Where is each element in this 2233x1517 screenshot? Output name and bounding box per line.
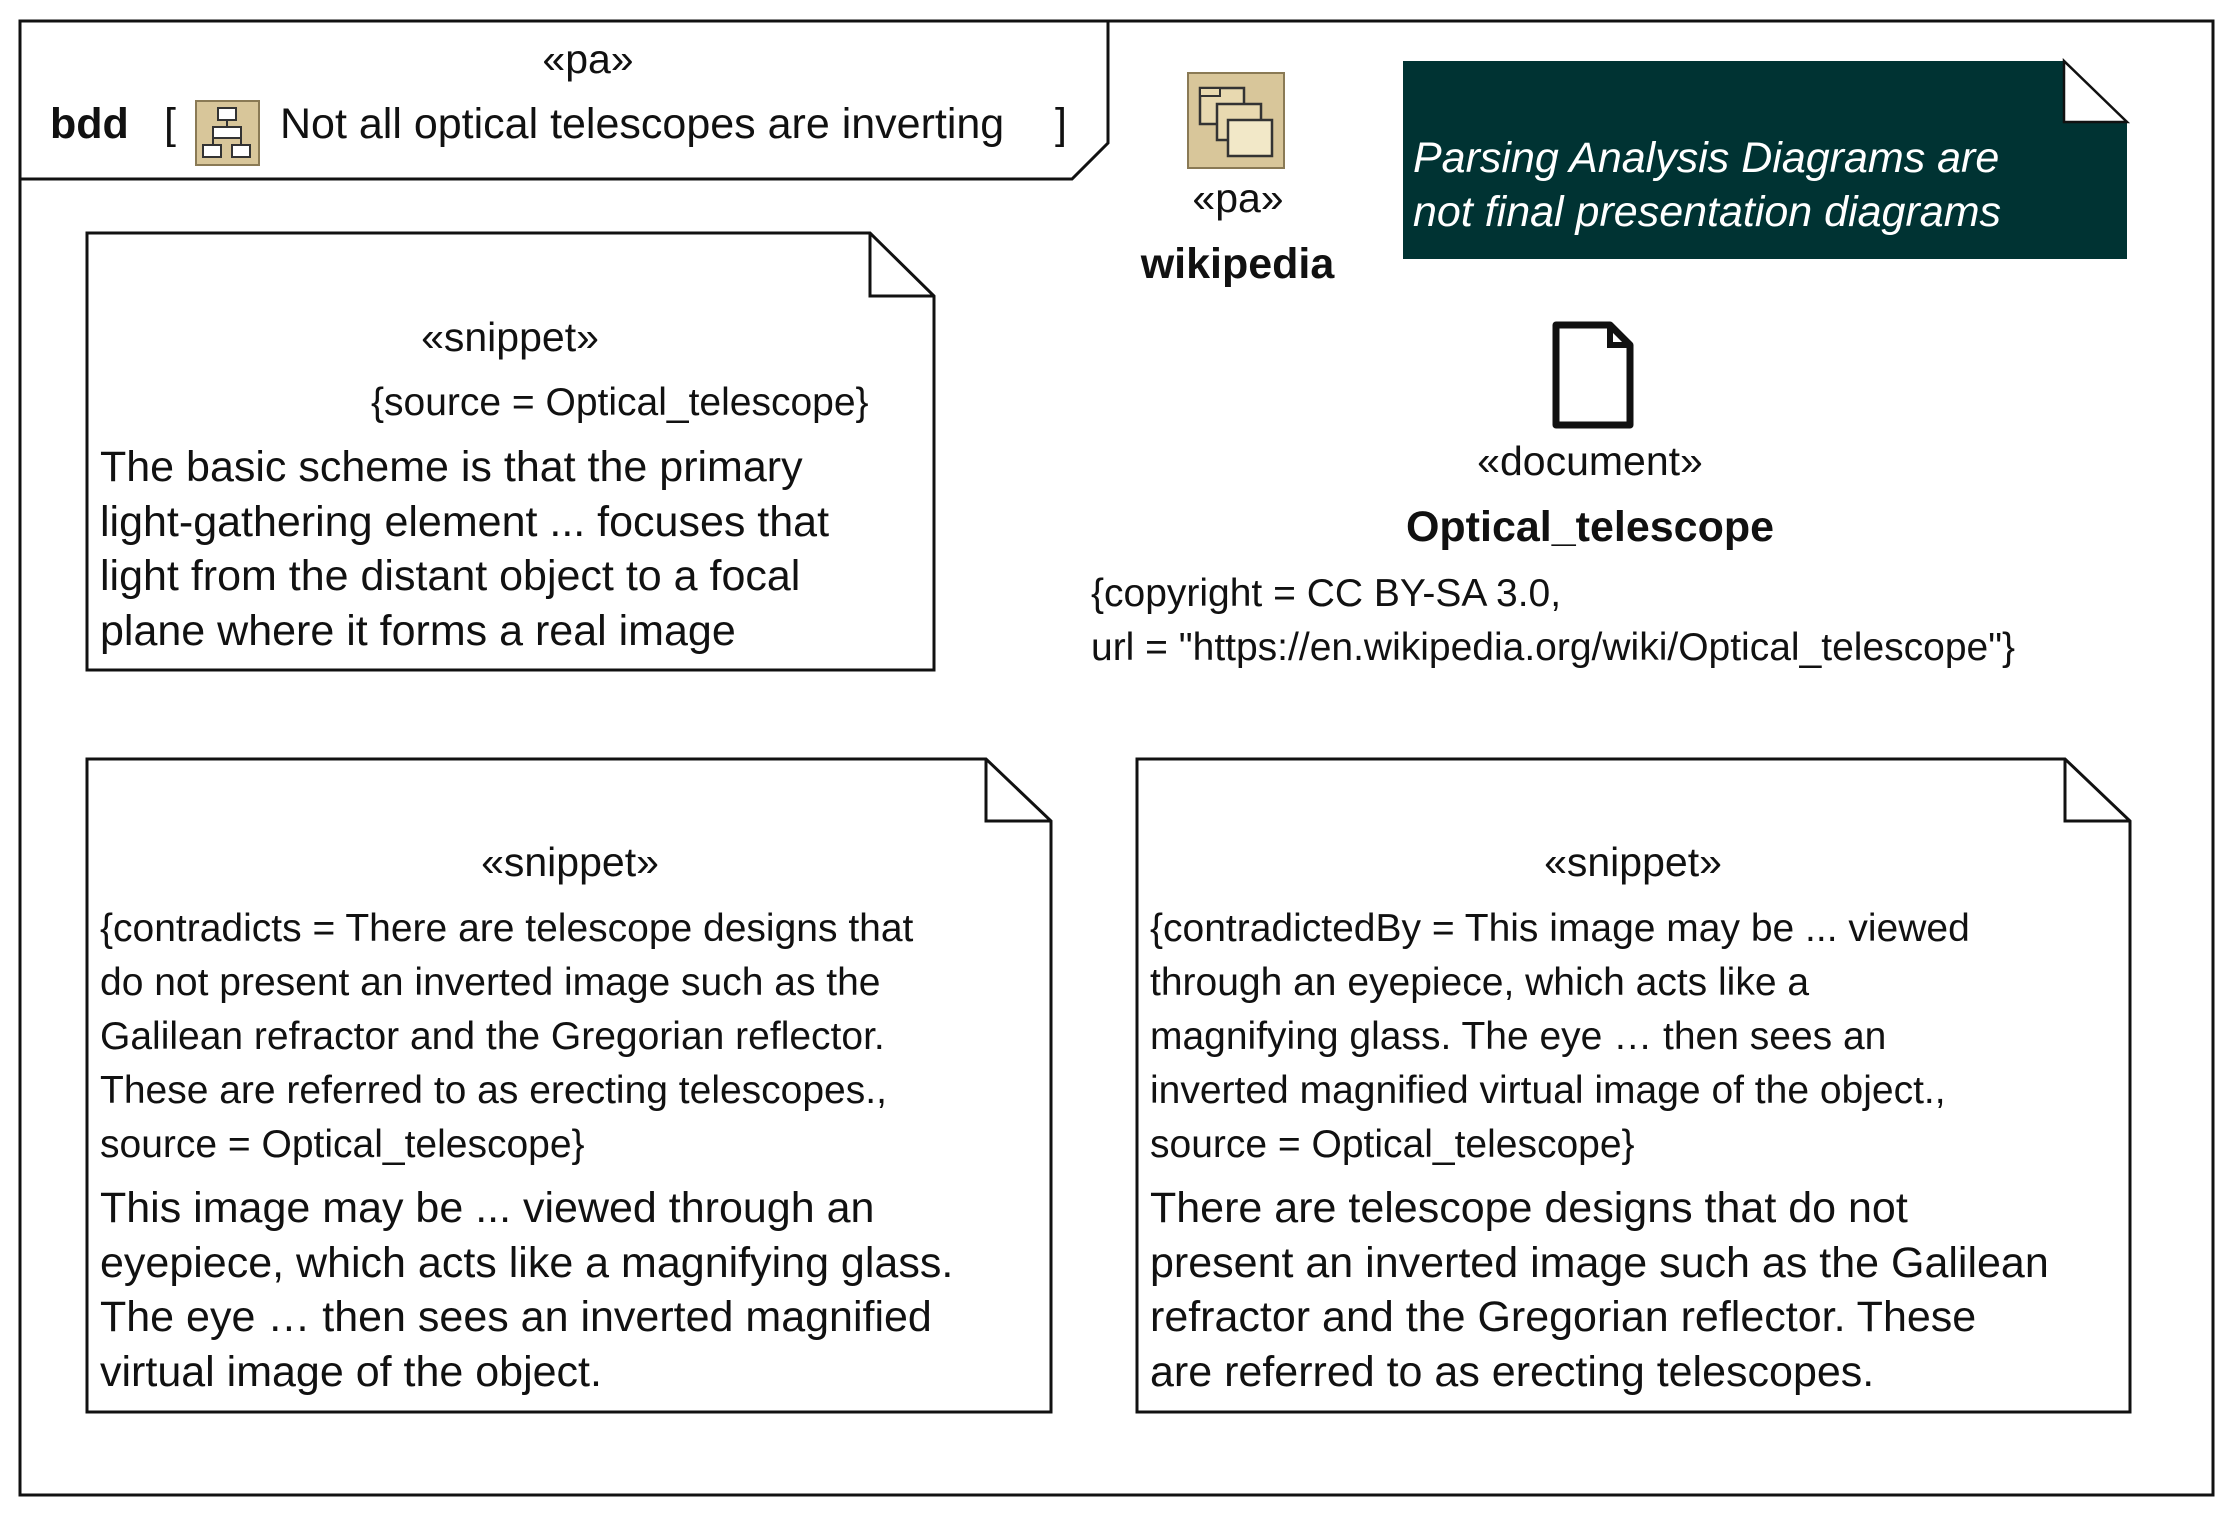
notice-line-1: Parsing Analysis Diagrams are [1413,134,2000,182]
frame-close-bracket: ] [1055,100,1067,148]
snippet-right-tags [1150,902,2125,1172]
package-diagram-icon [1188,73,1284,168]
snippet-top-body [100,440,925,658]
snippet-left-tag-line: source = Optical_telescope} [100,1123,585,1166]
snippet-top-line: light from the distant object to a focal [100,552,801,600]
snippet-right-line: There are telescope designs that do not [1150,1184,1908,1232]
document-name: Optical_telescope [1405,503,1775,551]
snippet-top-stereotype: «snippet» [421,314,599,360]
diagram-icon [196,101,259,165]
snippet-right-tag-line: inverted magnified virtual image of the object., [1150,1069,1946,1112]
frame-open-bracket: [ [164,100,176,148]
snippet-top-line: light-gathering element ... focuses that [100,497,830,546]
package-stereotype: «pa» [1192,175,1284,221]
frame-title: Not all optical telescopes are inverting [280,100,1005,148]
frame-stereotype: «pa» [542,36,634,82]
document-tag-url: url = "https://en.wikipedia.org/wiki/Optical_telescope"} [1091,626,2016,669]
snippet-right-tag-line: magnifying glass. The eye … then sees an [1150,1015,1887,1058]
snippet-top-line: The basic scheme is that the primary [100,443,803,491]
frame-kind: bdd [50,100,129,148]
snippet-right-body [1150,1181,2125,1399]
snippet-left-body [100,1181,1040,1399]
snippet-right-tag-line: source = Optical_telescope} [1150,1123,1635,1166]
document-tag-copyright: {copyright = CC BY-SA 3.0, [1091,572,1562,615]
snippet-top-tags: {source = Optical_telescope} [371,381,869,424]
snippet-right-stereotype: «snippet» [1544,839,1722,885]
snippet-left-tag-line: These are referred to as erecting telescopes., [100,1069,887,1112]
snippet-left-line: eyepiece, which acts like a magnifying glass. [100,1238,954,1287]
snippet-left-tags [100,902,1040,1172]
snippet-left-tag-line: {contradicts = There are telescope designs that [100,907,914,950]
package-name: wikipedia [1140,240,1335,288]
snippet-left-line: This image may be ... viewed through an [100,1184,875,1232]
snippet-left-stereotype: «snippet» [481,839,659,885]
snippet-left-tag-line: Galilean refractor and the Gregorian reflector. [100,1015,885,1058]
snippet-right-line: present an inverted image such as the Galilean [1150,1238,2049,1287]
document-stereotype: «document» [1477,438,1703,484]
snippet-right-line: refractor and the Gregorian reflector. These [1150,1293,1977,1341]
snippet-top-line: plane where it forms a real image [100,606,736,655]
snippet-right-line: are referred to as erecting telescopes. [1150,1347,1875,1396]
snippet-left-line: virtual image of the object. [100,1347,602,1396]
document-icon [1556,325,1630,425]
notice-line-2: not final presentation diagrams [1413,188,2002,236]
snippet-right-tag-line: through an eyepiece, which acts like a [1150,961,1810,1004]
snippet-left-line: The eye … then sees an inverted magnified [100,1293,932,1341]
snippet-right-tag-line: {contradictedBy = This image may be ... viewed [1150,907,1970,950]
snippet-left-tag-line: do not present an inverted image such as the [100,961,881,1004]
